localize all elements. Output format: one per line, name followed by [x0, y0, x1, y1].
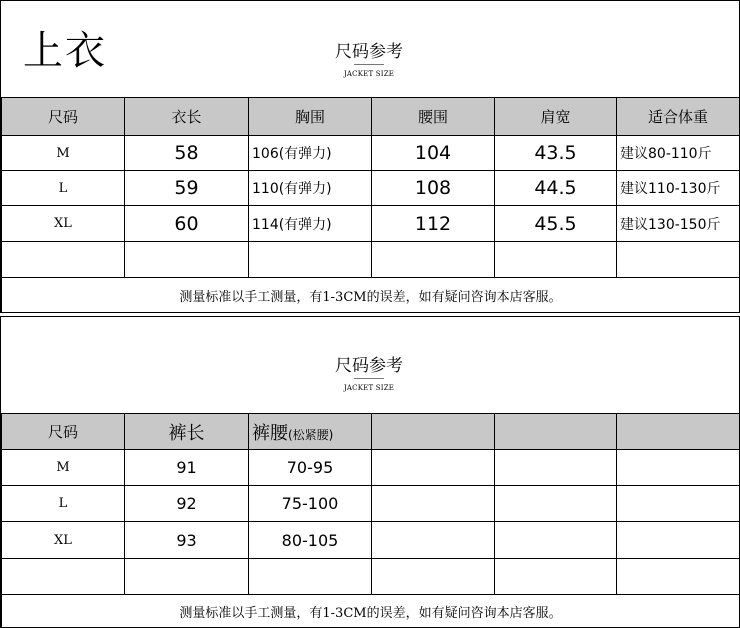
weight-cell: 建议110-130斤	[617, 171, 740, 206]
bottom-size-section	[0, 316, 740, 628]
table-header-row	[2, 98, 740, 136]
top-size-table	[1, 97, 740, 313]
size-cell: M	[2, 450, 125, 486]
size-cell: XL	[2, 522, 125, 559]
size-cell: XL	[2, 206, 125, 242]
chest-cell: 106(有弹力)	[249, 136, 372, 171]
empty-row	[2, 242, 740, 278]
waist-cell: 108	[372, 171, 495, 206]
pants-length-cell: 92	[125, 486, 249, 522]
chest-cell: 110(有弹力)	[249, 171, 372, 206]
pants-waist-cell: 75-100	[249, 486, 372, 522]
bottom-ref-title: 尺码参考	[335, 356, 403, 376]
top-ref-title: 尺码参考	[335, 42, 403, 62]
shoulder-cell: 43.5	[495, 136, 617, 171]
header-length: 衣长	[125, 98, 249, 136]
pants-waist-cell: 80-105	[249, 522, 372, 559]
table-row	[2, 522, 740, 559]
bottom-ref-divider	[354, 378, 384, 379]
measurement-note: 测量标准以手工测量，有1-3CM的误差，如有疑问咨询本店客服。	[2, 595, 740, 628]
measurement-note: 测量标准以手工测量，有1-3CM的误差，如有疑问咨询本店客服。	[2, 278, 740, 313]
top-size-section	[0, 0, 740, 313]
length-cell: 60	[125, 206, 249, 242]
header-weight: 适合体重	[617, 98, 740, 136]
weight-cell: 建议80-110斤	[617, 136, 740, 171]
top-ref-subtitle: JACKET SIZE	[343, 70, 395, 78]
size-cell: M	[2, 136, 125, 171]
shoulder-cell: 45.5	[495, 206, 617, 242]
waist-cell: 112	[372, 206, 495, 242]
note-row	[2, 278, 740, 313]
bottom-ref-subtitle: JACKET SIZE	[343, 384, 395, 392]
table-row	[2, 136, 740, 171]
weight-cell: 建议130-150斤	[617, 206, 740, 242]
table-row	[2, 486, 740, 522]
top-main-title: 上衣	[23, 28, 107, 74]
size-cell: L	[2, 171, 125, 206]
chest-cell: 114(有弹力)	[249, 206, 372, 242]
header-size: 尺码	[2, 414, 125, 450]
header-waist: 腰围	[372, 98, 495, 136]
waist-cell: 104	[372, 136, 495, 171]
header-pants-length: 裤长	[125, 414, 249, 450]
top-ref-divider	[354, 64, 384, 65]
table-header-row	[2, 414, 740, 450]
size-cell: L	[2, 486, 125, 522]
table-row	[2, 450, 740, 486]
header-elastic-note: (松紧腰)	[288, 427, 334, 442]
header-pants-waist	[249, 414, 372, 450]
pants-length-cell: 91	[125, 450, 249, 486]
table-row	[2, 171, 740, 206]
header-pants-waist-label: 裤腰	[252, 422, 288, 444]
empty-row	[2, 559, 740, 595]
length-cell: 59	[125, 171, 249, 206]
length-cell: 58	[125, 136, 249, 171]
header-shoulder: 肩宽	[495, 98, 617, 136]
table-row	[2, 206, 740, 242]
header-size: 尺码	[2, 98, 125, 136]
pants-waist-cell: 70-95	[249, 450, 372, 486]
note-row	[2, 595, 740, 628]
bottom-size-table	[1, 413, 740, 628]
shoulder-cell: 44.5	[495, 171, 617, 206]
pants-length-cell: 93	[125, 522, 249, 559]
header-chest: 胸围	[249, 98, 372, 136]
